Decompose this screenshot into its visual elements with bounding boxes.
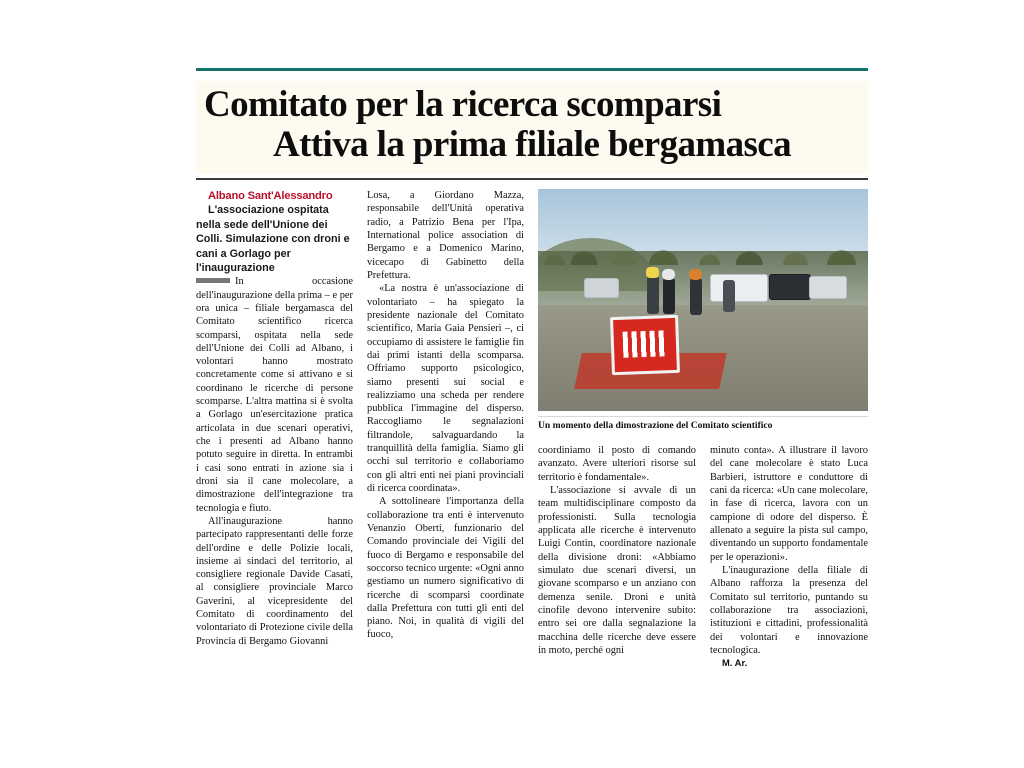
paragraph <box>196 275 353 515</box>
article <box>196 68 868 758</box>
headline-underline <box>196 178 868 180</box>
paragraph: minuto conta». A illustrare il lavoro del cane molecolare è stato Luca Barbieri, istruttore e conduttore di cani da ricerca: «Un cane molecolare, in fase di ricerca, lavora con un campione di odore del disperso. È allenato a seguire la pista sul campo, diventando un supporto fondamentale per le operazioni». <box>710 445 868 563</box>
paragraph: «La nostra è un'associazione di volontariato – ha spiegato la presidente nazionale del Comitato scientifico, Maria Gaia Pensieri –, ci occupiamo di assistere le famiglie fin dai primi istanti della scomparsa. Offriamo supporto psicologico, siamo presenti sui social e realizziamo una scheda per rendere pubblica l'immagine del disperso. Raccogliamo le segnalazioni filtrandole, salvaguardando la tranquillità della famiglia. Siamo gli occhi sul territorio e collaboriamo con gli altri enti nei piani provinciali di ricerca coordinata». <box>367 283 524 495</box>
photo-caption: Un momento della dimostrazione del Comitato scientifico <box>538 416 868 432</box>
photo-van <box>769 274 811 300</box>
column-two <box>367 189 524 669</box>
photo-person <box>690 278 702 315</box>
paragraph: Losa, a Giordano Mazza, responsabile dell'Unità operativa radio, a Patrizio Bena per l'Ipa, International police association di Bergamo e a Domenico Marino, vicecapo di Gabinetto della Prefettura. <box>367 190 524 282</box>
paragraph: L'inaugurazione della filiale di Albano rafforza la presenza del Comitato sul territorio, puntando su collaborazione tra associazioni, istituzioni e cittadini, professionalità dei volontari e innovazione tecnologica. <box>710 564 868 656</box>
standfirst: L'associazione ospitata nella sede dell'Unione dei Colli. Simulazione con droni e cani a Gorlago per l'inaugurazione <box>196 204 350 274</box>
paragraph: coordiniamo il posto di comando avanzato. Avere ulteriori risorse sul territorio è fondamentale». <box>538 445 696 483</box>
lower-columns <box>538 444 868 669</box>
column-three <box>538 444 696 669</box>
author-signature: M. Ar. <box>722 657 748 669</box>
paragraph: A sottolineare l'importanza della collaborazione tra enti è intervenuto Venanzio Oberti, funzionario del Comando provinciale dei Vigili del fuoco di Bergamo e responsabile del soccorso tecnico urgente: «Ogni anno gestiamo un numero significativo di ricerche di scomparsi coordinate dalla Prefettura con tutti gli enti del piano. Noi, in qualità di vigili del fuoco, <box>367 496 524 641</box>
page-title <box>204 85 860 164</box>
article-columns <box>196 189 868 669</box>
paragraph-text: In occasione dell'inaugurazione della prima – e per ora unica – filiale bergamasca del Comitato scientifico ricerca scomparsi, ospitata nella sede dell'Unione dei Colli ad Albano, i volontari hanno mostrato concretamente come si attivano e si coordinano le ricerche di persone scomparse. L'altra mattina si è svolta a Gorlago un'esercitazione pratica articolata in due scenari operativi, che i presenti ad Albano hanno potuto seguire in diretta. In entrambi i casi sono entrati in azione sia i droni sia il cane molecolare, a dimostrazione dell'integrazione tra tecnologia e fiuto. <box>196 276 353 514</box>
photo-van <box>584 278 619 298</box>
article-photo <box>538 189 868 411</box>
paragraph: All'inaugurazione hanno partecipato rappresentanti delle forze dell'ordine e delle Polizie locali, insieme ai sindaci del territorio, al consigliere regionale Davide Casati, al consigliere provinciale Marco Gaverini, al vicepresidente del Comitato di coordinamento del volontariato di Protezione civile della Provincia di Bergamo Giovanni <box>196 515 353 647</box>
photo-van <box>710 274 768 303</box>
photo-column <box>538 189 868 669</box>
headline-line-2: Attiva la prima filiale bergamasca <box>272 123 792 165</box>
photo-person <box>647 276 659 314</box>
headline-block <box>196 81 868 174</box>
kicker: Albano Sant'Alessandro <box>208 190 333 203</box>
column-four <box>710 444 868 669</box>
photo-red-sign <box>610 315 680 375</box>
paragraph-start-dash <box>196 278 230 283</box>
column-one <box>196 189 353 669</box>
photo-person <box>663 278 675 314</box>
paragraph: L'associazione si avvale di un team multidisciplinare composto da professionisti. Sulla tecnologia applicata alle ricerche è intervenuto Luigi Contin, coordinatore nazionale della divisione droni: «Abbiamo simulato due scenari diversi, un giovane scomparso e un anziano con demenza senile. Droni e unità cinofile devono intervenire subito: entro sei ore dalla segnalazione la macchina delle ricerche deve essere in moto, perché ogni <box>538 485 696 656</box>
photo-person <box>723 280 735 312</box>
photo-van <box>809 276 847 299</box>
top-rule <box>196 68 868 71</box>
headline-line-1: Comitato per la ricerca scomparsi <box>204 84 722 125</box>
